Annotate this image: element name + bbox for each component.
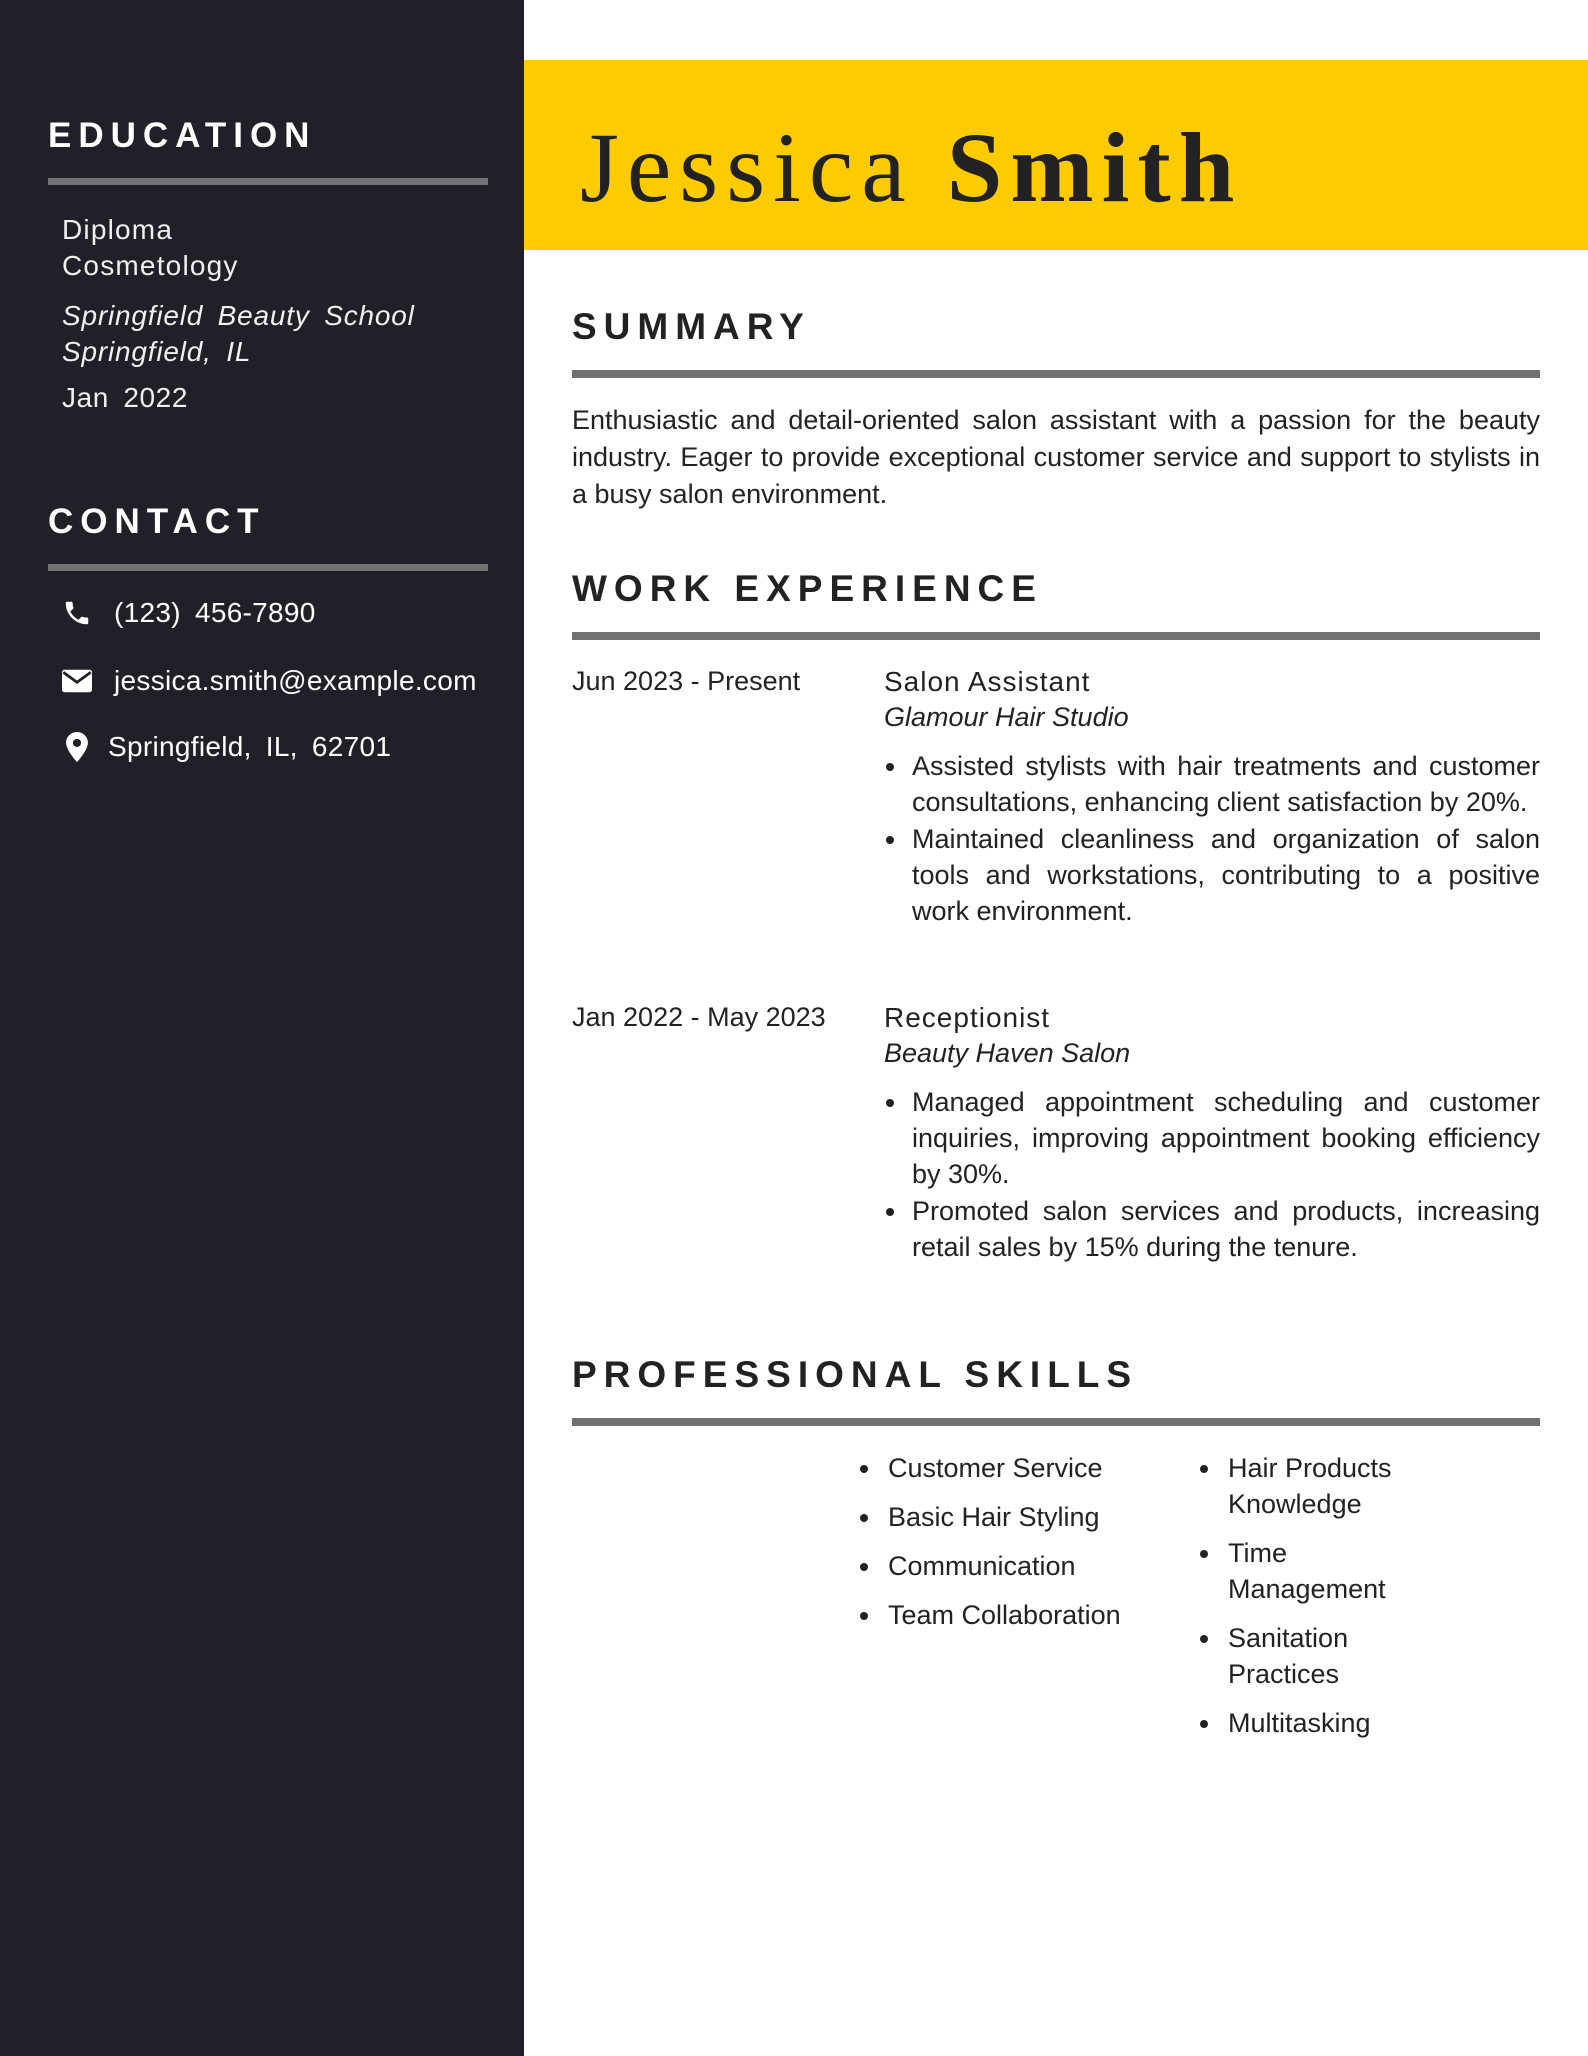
skills-column-1	[856, 1450, 1176, 1646]
education-field: Cosmetology	[62, 250, 239, 281]
experience-heading: WORK EXPERIENCE	[572, 568, 1043, 609]
contact-email[interactable]: jessica.smith@example.com	[114, 665, 477, 696]
job-1-bullets	[884, 748, 1540, 930]
contact-section	[48, 502, 488, 571]
last-name: Smith	[946, 112, 1243, 223]
job-2-bullet-2: Promoted salon services and products, increasing retail sales by 15% during the tenure.	[884, 1193, 1540, 1265]
job-2-title: Receptionist	[884, 1002, 1051, 1033]
first-name: Jessica	[580, 112, 914, 223]
skill-item: Time Management	[1196, 1535, 1426, 1607]
phone-icon	[60, 596, 94, 630]
job-1-bullet-2: Maintained cleanliness and organization of salon tools and workstations, contributing to a positive work environment.	[884, 821, 1540, 929]
job-2-company: Beauty Haven Salon	[884, 1038, 1131, 1068]
contact-heading: CONTACT	[48, 502, 266, 541]
education-location: Springfield, IL	[62, 336, 252, 367]
skill-item: Team Collaboration	[856, 1597, 1176, 1633]
skill-item: Customer Service	[856, 1450, 1176, 1486]
job-1-dates: Jun 2023 - Present	[572, 666, 801, 696]
contact-phone-row[interactable]	[60, 596, 316, 630]
contact-address: Springfield, IL, 62701	[108, 731, 392, 762]
education-school: Springfield Beauty School	[62, 300, 415, 331]
education-date: Jan 2022	[62, 382, 189, 413]
candidate-name	[580, 108, 1242, 228]
skill-item: Sanitation Practices	[1196, 1620, 1426, 1692]
skills-divider	[572, 1418, 1540, 1426]
contact-divider	[48, 564, 488, 571]
summary-divider	[572, 370, 1540, 378]
skill-item: Basic Hair Styling	[856, 1499, 1176, 1535]
job-2-bullets	[884, 1084, 1540, 1266]
envelope-icon	[60, 664, 94, 698]
contact-phone[interactable]: (123) 456-7890	[114, 597, 316, 628]
skills-heading: PROFESSIONAL SKILLS	[572, 1354, 1139, 1395]
summary-heading: SUMMARY	[572, 306, 811, 347]
skill-item: Communication	[856, 1548, 1176, 1584]
education-degree: Diploma	[62, 214, 174, 245]
summary-text: Enthusiastic and detail-oriented salon assistant with a passion for the beauty industry. Eager to provide exceptional customer service and support to stylists in a busy salon environment.	[572, 405, 1540, 509]
skill-item: Multitasking	[1196, 1705, 1426, 1741]
skills-column-2	[1196, 1450, 1426, 1754]
job-2-dates: Jan 2022 - May 2023	[572, 1002, 826, 1032]
education-entry	[62, 212, 415, 414]
job-2-bullet-1: Managed appointment scheduling and customer inquiries, improving appointment booking efficiency by 30%.	[884, 1084, 1540, 1192]
job-1-bullet-1: Assisted stylists with hair treatments and customer consultations, enhancing client satisfaction by 20%.	[884, 748, 1540, 820]
education-section	[48, 116, 488, 185]
education-heading: EDUCATION	[48, 116, 317, 155]
contact-email-row[interactable]	[60, 664, 477, 698]
job-1-company: Glamour Hair Studio	[884, 702, 1129, 732]
experience-divider	[572, 632, 1540, 640]
contact-address-row	[60, 730, 391, 764]
education-divider	[48, 178, 488, 185]
location-pin-icon	[60, 730, 94, 764]
sidebar	[0, 0, 524, 2056]
job-1-title: Salon Assistant	[884, 666, 1091, 697]
skill-item: Hair Products Knowledge	[1196, 1450, 1426, 1522]
